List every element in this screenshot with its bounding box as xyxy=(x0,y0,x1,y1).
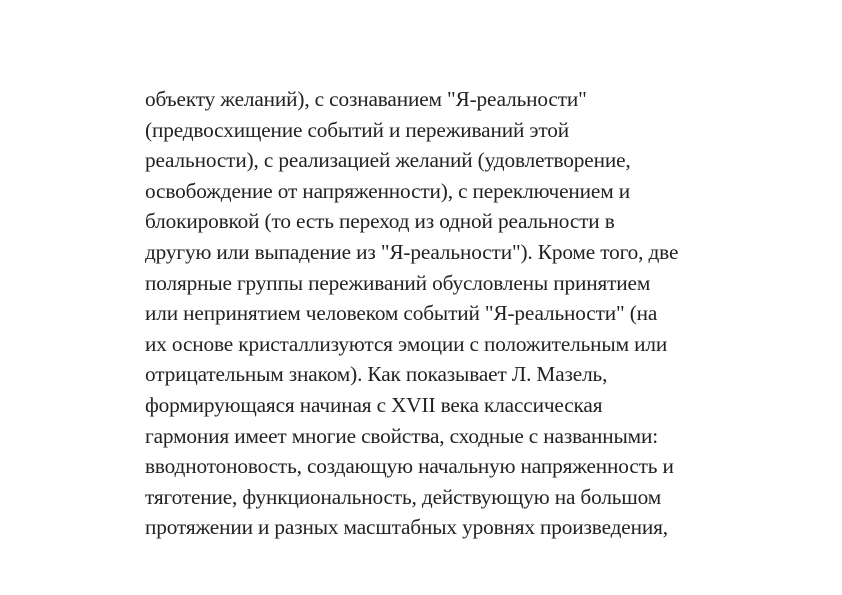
text-line: вводнотоновость, создающую начальную напряженность и xyxy=(145,454,674,479)
text-line: полярные группы переживаний обусловлены принятием xyxy=(145,270,651,295)
text-line: блокировкой (то есть переход из одной реальности в xyxy=(145,209,615,234)
text-line: их основе кристаллизуются эмоции с положительным или xyxy=(145,331,668,356)
text-line: другую или выпадение из "Я-реальности"). Кроме того, две xyxy=(145,239,679,264)
text-line: отрицательным знаком). Как показывает Л. Мазель, xyxy=(145,362,608,387)
text-line: гармония имеет многие свойства, сходные с названными: xyxy=(145,423,659,448)
text-line: протяжении и разных масштабных уровнях произведения, xyxy=(145,515,668,540)
text-line: тяготение, функциональность, действующую на большом xyxy=(145,484,662,509)
text-line: формирующаяся начиная с XVII века классическая xyxy=(145,392,603,417)
text-line: или непринятием человеком событий "Я-реальности" (на xyxy=(145,301,658,326)
body-text xyxy=(145,84,745,543)
text-line: реальности), с реализацией желаний (удовлетворение, xyxy=(145,148,631,173)
text-line: (предвосхищение событий и переживаний этой xyxy=(145,117,569,142)
text-line: освобождение от напряженности), с переключением и xyxy=(145,178,630,203)
text-line: объекту желаний), с сознаванием "Я-реальности" xyxy=(145,87,587,111)
